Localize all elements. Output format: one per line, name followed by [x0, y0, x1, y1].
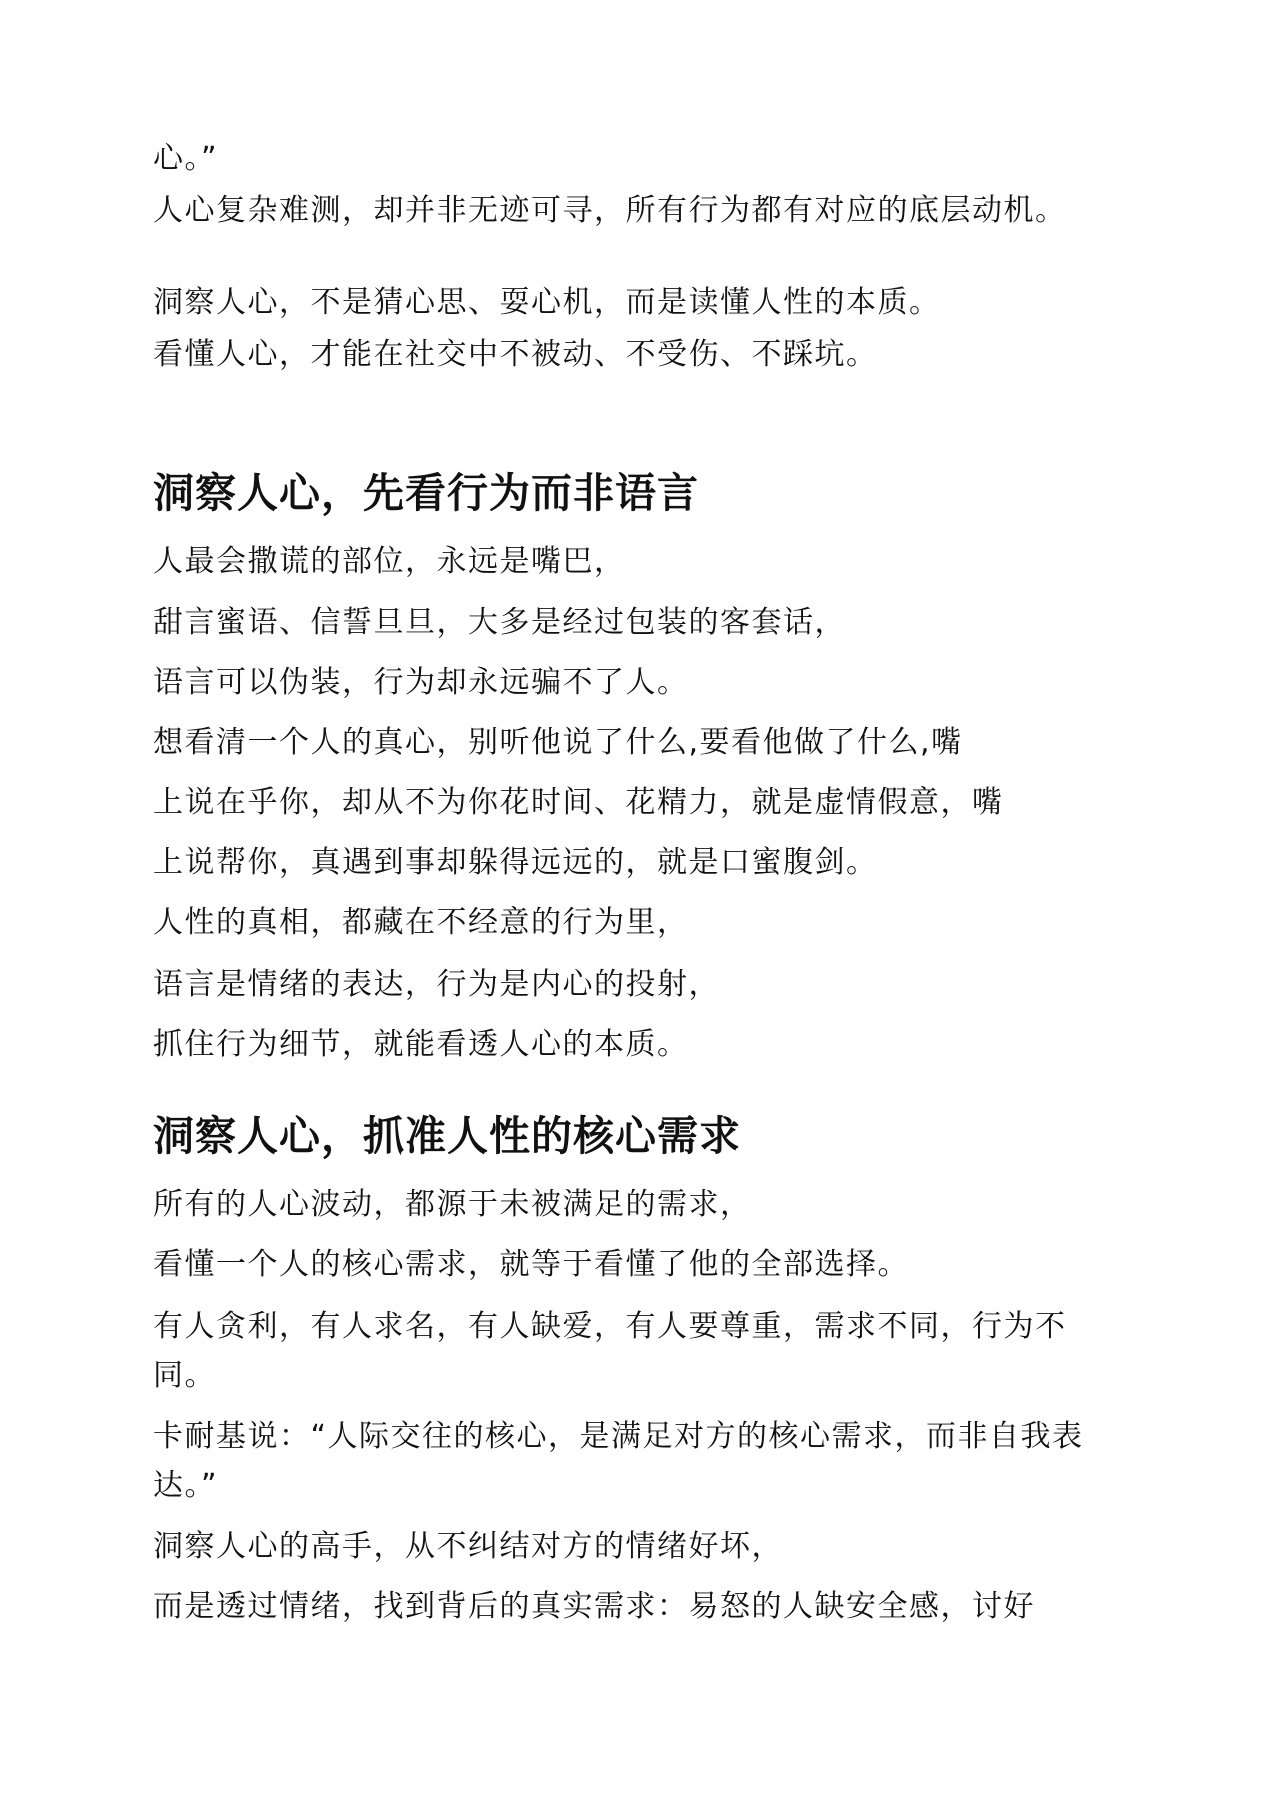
- paragraph: 心。”: [153, 141, 219, 176]
- paragraph: 人心复杂难测，却并非无迹可寻，所有行为都有对应的底层动机。: [153, 193, 1067, 228]
- paragraph: 甜言蜜语、信誓旦旦，大多是经过包装的客套话，: [153, 605, 846, 640]
- paragraph: 而是透过情绪，找到背后的真实需求：易怒的人缺安全感，讨好: [153, 1589, 1035, 1624]
- paragraph: 抓住行为细节，就能看透人心的本质。: [153, 1027, 689, 1062]
- paragraph: 洞察人心的高手，从不纠结对方的情绪好坏，: [153, 1529, 783, 1564]
- paragraph: 想看清一个人的真心，别听他说了什么,要看他做了什么,嘴: [153, 725, 963, 760]
- paragraph: 人最会撒谎的部位，永远是嘴巴，: [153, 544, 626, 579]
- paragraph: 洞察人心，不是猜心思、耍心机，而是读懂人性的本质。: [153, 285, 941, 320]
- paragraph: 看懂一个人的核心需求，就等于看懂了他的全部选择。: [153, 1247, 909, 1282]
- paragraph: 语言可以伪装，行为却永远骗不了人。: [153, 665, 689, 700]
- paragraph: 上说帮你，真遇到事却躲得远远的，就是口蜜腹剑。: [153, 845, 878, 880]
- section-heading: 洞察人心，先看行为而非语言: [153, 469, 699, 517]
- paragraph: 语言是情绪的表达，行为是内心的投射，: [153, 967, 720, 1002]
- paragraph: 看懂人心，才能在社交中不被动、不受伤、不踩坑。: [153, 337, 878, 372]
- section-heading: 洞察人心，抓准人性的核心需求: [153, 1112, 741, 1160]
- paragraph: 卡耐基说：“人际交往的核心，是满足对方的核心需求，而非自我表达。”: [153, 1419, 1084, 1503]
- paragraph: 人性的真相，都藏在不经意的行为里，: [153, 905, 689, 940]
- paragraph: 所有的人心波动，都源于未被满足的需求，: [153, 1187, 752, 1222]
- paragraph: 上说在乎你，却从不为你花时间、花精力，就是虚情假意，嘴: [153, 785, 1004, 820]
- paragraph: 有人贪利，有人求名，有人缺爱，有人要尊重，需求不同，行为不同。: [153, 1309, 1067, 1393]
